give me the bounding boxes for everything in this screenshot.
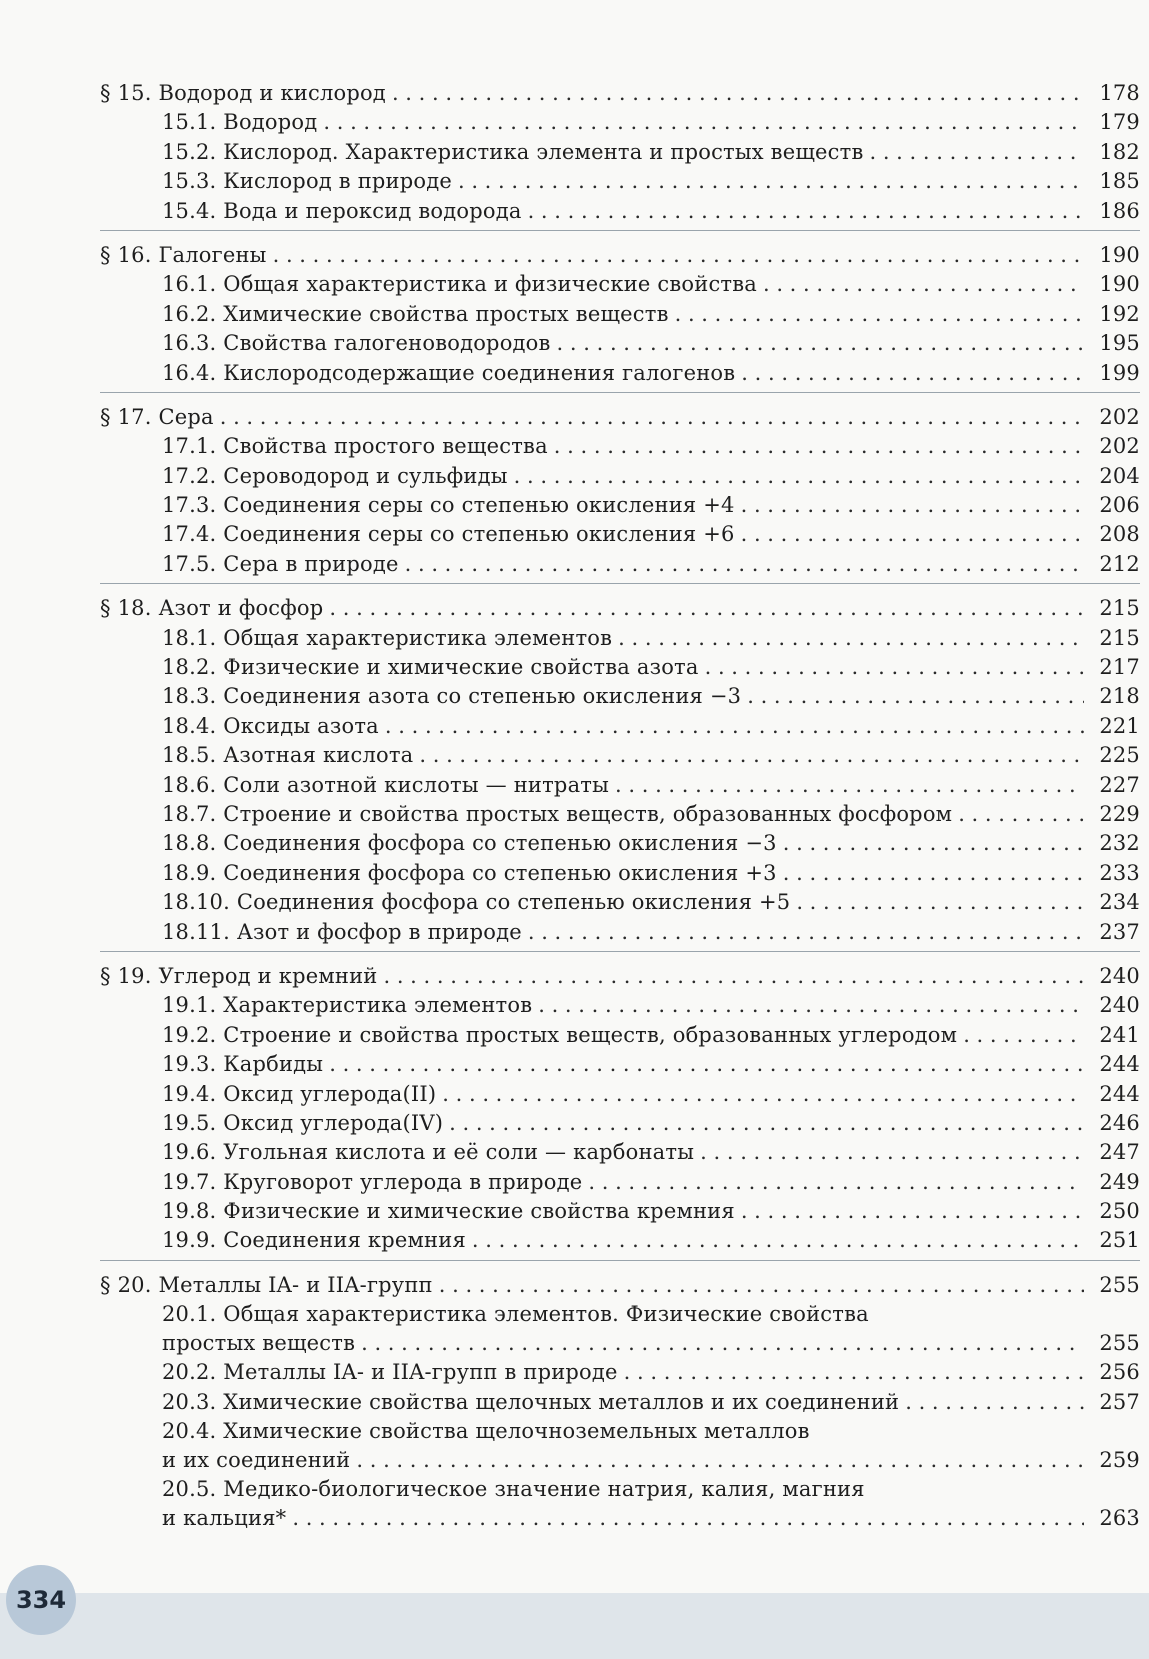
entry-page-number: 241 — [1099, 1022, 1140, 1047]
subsection-entry — [100, 491, 1140, 520]
entry-page-number: 185 — [1099, 169, 1140, 194]
entry-title: 16.3. Свойства галогеноводородов — [162, 331, 551, 356]
toc-section — [100, 403, 1140, 584]
entry-page-number: 237 — [1099, 919, 1140, 944]
subsection-entry — [100, 270, 1140, 299]
dot-leader — [538, 991, 1084, 1020]
toc-section — [100, 1271, 1140, 1537]
subsection-entry — [100, 1050, 1140, 1079]
subsection-entry — [100, 1109, 1140, 1138]
dot-leader — [449, 1109, 1084, 1138]
entry-title: 20.3. Химические свойства щелочных металлов и их соединений — [162, 1389, 900, 1414]
subsection-entry — [100, 300, 1140, 329]
entry-title: 18.2. Физические и химические свойства азота — [162, 655, 699, 680]
subsection-entry — [100, 1138, 1140, 1167]
entry-title: 19.3. Карбиды — [162, 1052, 324, 1077]
dot-leader — [419, 741, 1084, 770]
entry-page-number: 178 — [1099, 81, 1140, 105]
dot-leader — [392, 79, 1084, 108]
subsection-entry — [100, 359, 1140, 388]
subsection-entry — [100, 829, 1140, 858]
dot-leader — [383, 962, 1084, 991]
subsection-entry — [100, 800, 1140, 829]
dot-leader — [615, 771, 1084, 800]
entry-page-number: 190 — [1099, 272, 1140, 297]
section-heading — [100, 594, 1140, 623]
footer-band — [0, 1593, 1149, 1659]
dot-leader — [796, 888, 1084, 917]
dot-leader — [763, 270, 1084, 299]
subsection-entry — [100, 462, 1140, 491]
subsection-entry — [100, 1358, 1140, 1387]
entry-title: 19.8. Физические и химические свойства кремния — [162, 1199, 735, 1224]
entry-page-number: 249 — [1099, 1169, 1140, 1194]
dot-leader — [458, 167, 1084, 196]
subsection-entry — [100, 329, 1140, 358]
subsection-entry — [100, 1197, 1140, 1226]
dot-leader — [273, 241, 1084, 270]
section-heading — [100, 1271, 1140, 1300]
entry-page-number: 215 — [1099, 625, 1140, 650]
subsection-entry — [100, 682, 1140, 711]
subsection-entry — [100, 197, 1140, 226]
entry-page-number: 256 — [1099, 1360, 1140, 1385]
dot-leader — [705, 653, 1084, 682]
entry-page-number: 202 — [1099, 404, 1140, 429]
entry-title: 17.4. Соединения серы со степенью окисления +6 — [162, 522, 735, 547]
subsection-entry — [100, 1504, 1140, 1533]
dot-leader — [783, 859, 1084, 888]
dot-leader — [624, 1358, 1084, 1387]
entry-page-number: 179 — [1099, 110, 1140, 135]
section-heading — [100, 79, 1140, 108]
subsection-entry — [100, 741, 1140, 770]
entry-page-number: 190 — [1099, 242, 1140, 267]
entry-page-number: 195 — [1099, 331, 1140, 356]
entry-page-number: 186 — [1099, 198, 1140, 223]
dot-leader — [747, 682, 1084, 711]
entry-page-number: 255 — [1099, 1331, 1140, 1356]
entry-title: § 15. Водород и кислород — [100, 81, 386, 105]
dot-leader — [963, 1021, 1084, 1050]
entry-page-number: 217 — [1099, 655, 1140, 680]
entry-title: 18.5. Азотная кислота — [162, 743, 414, 768]
entry-page-number: 227 — [1099, 772, 1140, 797]
entry-title: 19.1. Характеристика элементов — [162, 993, 533, 1018]
dot-leader — [220, 403, 1084, 432]
entry-page-number: 202 — [1099, 434, 1140, 459]
dot-leader — [783, 829, 1084, 858]
toc-section — [100, 79, 1140, 231]
subsection-entry-line — [100, 1475, 1140, 1504]
entry-title: 18.8. Соединения фосфора со степенью окисления −3 — [162, 831, 777, 856]
subsection-entry — [100, 653, 1140, 682]
entry-title: 20.5. Медико-биологическое значение натрия, калия, магния — [162, 1477, 865, 1502]
entry-title: простых веществ — [162, 1331, 356, 1356]
entry-page-number: 234 — [1099, 890, 1140, 915]
section-heading — [100, 241, 1140, 270]
subsection-entry — [100, 859, 1140, 888]
subsection-entry — [100, 991, 1140, 1020]
dot-leader — [741, 359, 1084, 388]
toc-section — [100, 962, 1140, 1261]
entry-title: и их соединений — [162, 1448, 351, 1473]
dot-leader — [329, 1050, 1084, 1079]
entry-page-number: 199 — [1099, 360, 1140, 385]
entry-title: 18.10. Соединения фосфора со степенью окисления +5 — [162, 890, 791, 915]
entry-title: 18.3. Соединения азота со степенью окисления −3 — [162, 684, 742, 709]
dot-leader — [442, 1080, 1084, 1109]
entry-title: 17.5. Сера в природе — [162, 551, 399, 576]
dot-leader — [741, 491, 1084, 520]
subsection-entry — [100, 1226, 1140, 1255]
entry-title: § 16. Галогены — [100, 242, 267, 267]
entry-title: 18.11. Азот и фосфор в природе — [162, 919, 522, 944]
entry-page-number: 221 — [1099, 713, 1140, 738]
subsection-entry — [100, 167, 1140, 196]
entry-page-number: 247 — [1099, 1140, 1140, 1165]
dot-leader — [554, 432, 1084, 461]
dot-leader — [329, 594, 1084, 623]
subsection-entry — [100, 1388, 1140, 1417]
table-of-contents — [100, 79, 1140, 1547]
entry-title: 20.2. Металлы IA- и IIA-групп в природе — [162, 1360, 618, 1385]
entry-page-number: 206 — [1099, 493, 1140, 518]
entry-title: 17.3. Соединения серы со степенью окисления +4 — [162, 493, 735, 518]
dot-leader — [439, 1271, 1084, 1300]
entry-page-number: 246 — [1099, 1110, 1140, 1135]
entry-title: 15.4. Вода и пероксид водорода — [162, 198, 522, 223]
entry-title: 16.4. Кислородсодержащие соединения галогенов — [162, 360, 736, 385]
section-heading — [100, 962, 1140, 991]
subsection-entry — [100, 1080, 1140, 1109]
entry-page-number: 218 — [1099, 684, 1140, 709]
entry-title: 18.4. Оксиды азота — [162, 713, 379, 738]
section-heading — [100, 403, 1140, 432]
entry-title: 17.2. Сероводород и сульфиды — [162, 463, 508, 488]
toc-section — [100, 594, 1140, 952]
entry-page-number: 240 — [1099, 963, 1140, 988]
entry-title: 19.5. Оксид углерода(IV) — [162, 1110, 444, 1135]
subsection-entry — [100, 1021, 1140, 1050]
dot-leader — [472, 1226, 1084, 1255]
entry-title: 19.4. Оксид углерода(II) — [162, 1081, 437, 1106]
subsection-entry — [100, 712, 1140, 741]
entry-title: § 20. Металлы IA- и IIA-групп — [100, 1272, 433, 1297]
dot-leader — [675, 300, 1084, 329]
dot-leader — [741, 520, 1084, 549]
dot-leader — [385, 712, 1084, 741]
entry-title: 18.7. Строение и свойства простых веществ, образованных фосфором — [162, 801, 953, 826]
entry-title: 20.1. Общая характеристика элементов. Физические свойства — [162, 1302, 869, 1327]
subsection-entry-line — [100, 1300, 1140, 1329]
subsection-entry — [100, 138, 1140, 167]
subsection-entry — [100, 1168, 1140, 1197]
dot-leader — [905, 1388, 1084, 1417]
entry-page-number: 240 — [1099, 993, 1140, 1018]
entry-page-number: 244 — [1099, 1052, 1140, 1077]
entry-page-number: 232 — [1099, 831, 1140, 856]
entry-page-number: 225 — [1099, 743, 1140, 768]
entry-page-number: 255 — [1099, 1272, 1140, 1297]
entry-page-number: 263 — [1099, 1506, 1140, 1531]
entry-title: 15.3. Кислород в природе — [162, 169, 452, 194]
entry-title: 15.2. Кислород. Характеристика элемента и простых веществ — [162, 139, 864, 164]
entry-title: 19.9. Соединения кремния — [162, 1228, 466, 1253]
subsection-entry — [100, 888, 1140, 917]
dot-leader — [618, 624, 1084, 653]
subsection-entry — [100, 432, 1140, 461]
dot-leader — [528, 197, 1084, 226]
entry-title: § 18. Азот и фосфор — [100, 596, 324, 621]
entry-title: 19.7. Круговорот углерода в природе — [162, 1169, 583, 1194]
entry-title: § 17. Сера — [100, 404, 214, 429]
dot-leader — [588, 1168, 1084, 1197]
dot-leader — [958, 800, 1084, 829]
entry-title: 16.1. Общая характеристика и физические свойства — [162, 272, 757, 297]
entry-page-number: 192 — [1099, 301, 1140, 326]
entry-page-number: 212 — [1099, 551, 1140, 576]
dot-leader — [557, 329, 1084, 358]
entry-page-number: 251 — [1099, 1228, 1140, 1253]
entry-page-number: 233 — [1099, 860, 1140, 885]
entry-title: 15.1. Водород — [162, 110, 318, 135]
dot-leader — [292, 1504, 1084, 1533]
dot-leader — [405, 550, 1084, 579]
subsection-entry — [100, 918, 1140, 947]
entry-title: 18.9. Соединения фосфора со степенью окисления +3 — [162, 860, 777, 885]
dot-leader — [869, 138, 1084, 167]
entry-title: 19.6. Угольная кислота и её соли — карбонаты — [162, 1140, 695, 1165]
subsection-entry — [100, 1329, 1140, 1358]
subsection-entry — [100, 550, 1140, 579]
dot-leader — [356, 1446, 1084, 1475]
entry-title: § 19. Углерод и кремний — [100, 963, 378, 988]
entry-page-number: 259 — [1099, 1448, 1140, 1473]
toc-section — [100, 241, 1140, 393]
entry-title: 17.1. Свойства простого вещества — [162, 434, 548, 459]
entry-title: 16.2. Химические свойства простых веществ — [162, 301, 669, 326]
subsection-entry — [100, 520, 1140, 549]
entry-page-number: 208 — [1099, 522, 1140, 547]
dot-leader — [514, 462, 1084, 491]
entry-title: 18.6. Соли азотной кислоты — нитраты — [162, 772, 610, 797]
entry-title: 20.4. Химические свойства щелочноземельных металлов — [162, 1419, 810, 1444]
entry-page-number: 204 — [1099, 463, 1140, 488]
entry-page-number: 250 — [1099, 1199, 1140, 1224]
entry-page-number: 244 — [1099, 1081, 1140, 1106]
entry-page-number: 215 — [1099, 596, 1140, 621]
entry-title: и кальция* — [162, 1506, 287, 1531]
subsection-entry-line — [100, 1417, 1140, 1446]
dot-leader — [323, 108, 1084, 137]
subsection-entry — [100, 624, 1140, 653]
dot-leader — [700, 1138, 1084, 1167]
dot-leader — [361, 1329, 1084, 1358]
entry-title: 18.1. Общая характеристика элементов — [162, 625, 613, 650]
entry-page-number: 257 — [1099, 1389, 1140, 1414]
entry-page-number: 229 — [1099, 801, 1140, 826]
subsection-entry — [100, 771, 1140, 800]
page-number-badge — [6, 1565, 76, 1635]
subsection-entry — [100, 108, 1140, 137]
dot-leader — [528, 918, 1084, 947]
page-number: 334 — [15, 1586, 67, 1614]
subsection-entry — [100, 1446, 1140, 1475]
dot-leader — [741, 1197, 1084, 1226]
entry-title: 19.2. Строение и свойства простых веществ, образованных углеродом — [162, 1022, 958, 1047]
entry-page-number: 182 — [1099, 139, 1140, 164]
